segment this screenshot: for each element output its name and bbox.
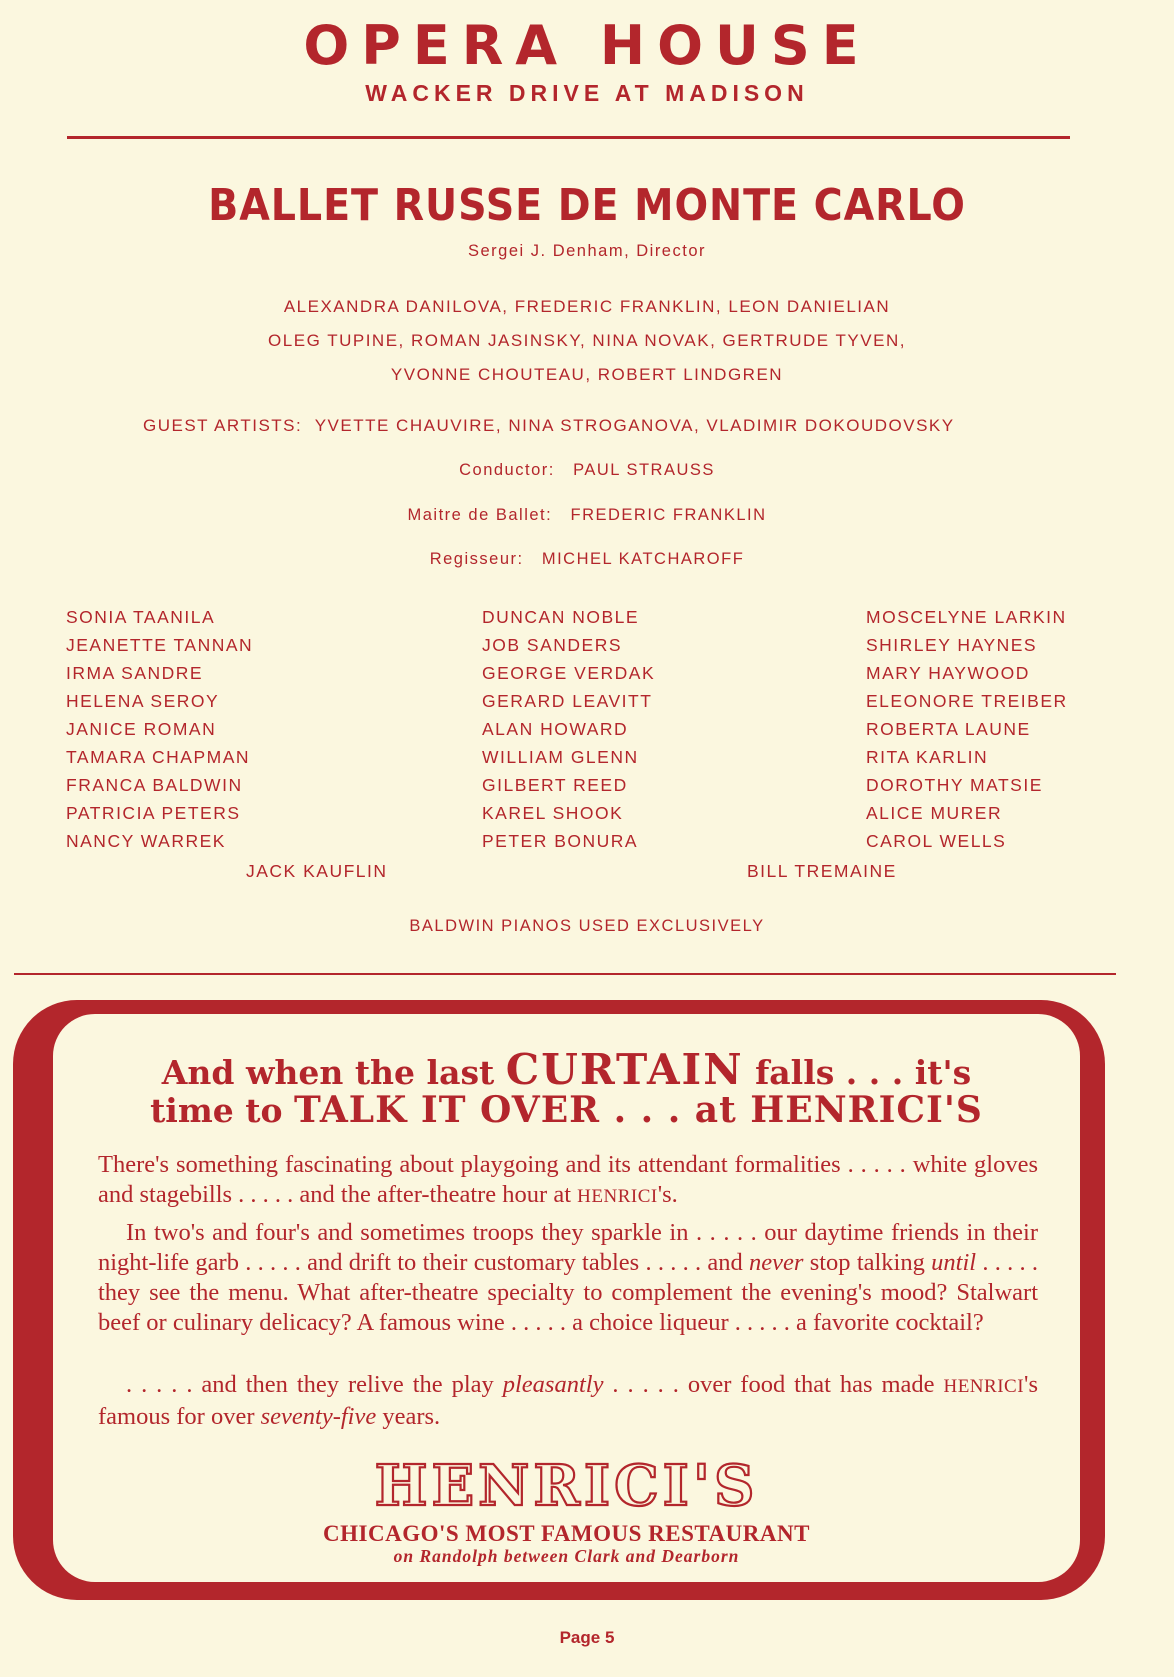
list-item: SHIRLEY HAYNES <box>866 635 1038 655</box>
list-item: WILLIAM GLENN <box>482 747 639 767</box>
list-item: CAROL WELLS <box>866 831 1007 851</box>
list-item: PETER BONURA <box>482 831 639 851</box>
conductor-line <box>0 461 1174 480</box>
list-item: JANICE ROMAN <box>66 719 217 739</box>
ad-headline-text: And when the last <box>161 1053 506 1092</box>
regisseur-name: MICHEL KATCHAROFF <box>541 550 745 568</box>
list-item: RITA KARLIN <box>866 747 989 767</box>
list-item: NANCY WARREK <box>66 831 226 851</box>
director-line: Sergei J. Denham, Director <box>468 242 706 260</box>
ad-headline-curtain: CURTAIN <box>505 1045 744 1094</box>
ad-text: stop talking <box>803 1249 932 1276</box>
header-divider <box>67 136 1070 139</box>
list-item: SONIA TAANILA <box>66 607 216 627</box>
restaurant-location: on Randolph between Clark and Dearborn <box>393 1546 740 1566</box>
list-item: PATRICIA PETERS <box>66 803 241 823</box>
ad-text: 's. <box>657 1181 678 1208</box>
list-item: DOROTHY MATSIE <box>866 775 1043 795</box>
ad-headline-text: time to <box>150 1091 294 1130</box>
ad-text-italic: pleasantly <box>502 1371 604 1398</box>
extra-member-left: JACK KAUFLIN <box>246 861 388 881</box>
list-item: GERARD LEAVITT <box>482 691 653 711</box>
pianos-note: BALDWIN PIANOS USED EXCLUSIVELY <box>409 917 765 935</box>
ad-text: 's famous for over <box>98 1371 1038 1430</box>
page-number: Page 5 <box>559 1628 615 1647</box>
ad-text-smallcaps: HENRICI <box>577 1186 658 1207</box>
guest-artists-names: YVETTE CHAUVIRE, NINA STROGANOVA, VLADIMIR DOKOUDOVSKY <box>314 416 955 435</box>
list-item: JEANETTE TANNAN <box>66 635 254 655</box>
list-item: GILBERT REED <box>482 775 628 795</box>
principals-line-2: OLEG TUPINE, ROMAN JASINSKY, NINA NOVAK, GERTRUDE TYVEN, <box>268 331 906 350</box>
principals-line-3: YVONNE CHOUTEAU, ROBERT LINDGREN <box>390 365 784 384</box>
ad-text: In two's and four's and sometimes troops they sparkle in . . . . . our daytime friends in their night-life garb . . . . . and drift to their customary tables . . . . . and <box>98 1219 1038 1276</box>
company-column-2 <box>482 603 655 855</box>
ad-headline-2 <box>53 1090 1080 1131</box>
list-item: KAREL SHOOK <box>482 803 624 823</box>
ad-text: . . . . . over food that has made <box>603 1371 944 1398</box>
regisseur-label: Regisseur: <box>429 550 524 568</box>
ad-text-italic: until <box>931 1249 977 1276</box>
guest-artists-label: GUEST ARTISTS: <box>143 416 303 435</box>
list-item: JOB SANDERS <box>482 635 622 655</box>
ad-text-italic: seventy-five <box>260 1403 377 1430</box>
ad-headline-1 <box>53 1045 1080 1094</box>
list-item: MARY HAYWOOD <box>866 663 1030 683</box>
ad-paragraph-3 <box>98 1370 1038 1432</box>
company-title: BALLET RUSSE DE MONTE CARLO <box>208 180 966 231</box>
section-divider <box>14 973 1116 975</box>
ad-text: . . . . . they see the menu. What after-theatre specialty to complement the evening's mood? Stalwart beef or culinary delicacy? A famous wine . . . . . a choice liqueur . . . . . a favorite cocktail? <box>98 1249 1039 1336</box>
venue-address: WACKER DRIVE AT MADISON <box>365 80 809 106</box>
ad-text: . . . . . and then they relive the play <box>126 1371 503 1398</box>
company-column-1 <box>66 603 253 855</box>
maitre-name: FREDERIC FRANKLIN <box>570 506 767 524</box>
ad-paragraph-1 <box>98 1150 1038 1212</box>
restaurant-logo-name: HENRICI'S <box>374 1453 759 1519</box>
extra-member-right: BILL TREMAINE <box>747 861 897 881</box>
list-item: HELENA SEROY <box>66 691 220 711</box>
regisseur-line <box>0 550 1174 569</box>
ad-text: years. <box>376 1403 441 1430</box>
conductor-name: PAUL STRAUSS <box>573 461 715 479</box>
list-item: ROBERTA LAUNE <box>866 719 1031 739</box>
ad-text: There's something fascinating about playgoing and its attendant formalities . . . . . white gloves and stagebills . . . . . and the after-theatre hour at <box>98 1151 1038 1208</box>
guest-artists-line <box>143 416 955 436</box>
ad-paragraph-2 <box>98 1218 1038 1338</box>
ad-text-italic: never <box>749 1249 804 1276</box>
list-item: ALICE MURER <box>866 803 1003 823</box>
list-item: ALAN HOWARD <box>482 719 629 739</box>
venue-title: OPERA HOUSE <box>303 14 871 77</box>
conductor-label: Conductor: <box>459 461 555 479</box>
ad-text-smallcaps: HENRICI <box>943 1376 1025 1397</box>
list-item: MOSCELYNE LARKIN <box>866 607 1067 627</box>
ad-headline-text: falls . . . it's <box>743 1053 972 1092</box>
maitre-label: Maitre de Ballet: <box>407 506 553 524</box>
maitre-line <box>0 506 1174 525</box>
ad-headline-talk: TALK IT OVER . . . at HENRICI'S <box>294 1089 983 1131</box>
company-column-3 <box>866 603 1068 855</box>
list-item: FRANCA BALDWIN <box>66 775 243 795</box>
list-item: TAMARA CHAPMAN <box>66 747 251 767</box>
list-item: IRMA SANDRE <box>66 663 204 683</box>
list-item: GEORGE VERDAK <box>482 663 656 683</box>
list-item: ELEONORE TREIBER <box>866 691 1068 711</box>
restaurant-tagline: CHICAGO'S MOST FAMOUS RESTAURANT <box>323 1521 810 1546</box>
list-item: DUNCAN NOBLE <box>482 607 640 627</box>
principals-line-1: ALEXANDRA DANILOVA, FREDERIC FRANKLIN, LEON DANIELIAN <box>283 297 891 316</box>
